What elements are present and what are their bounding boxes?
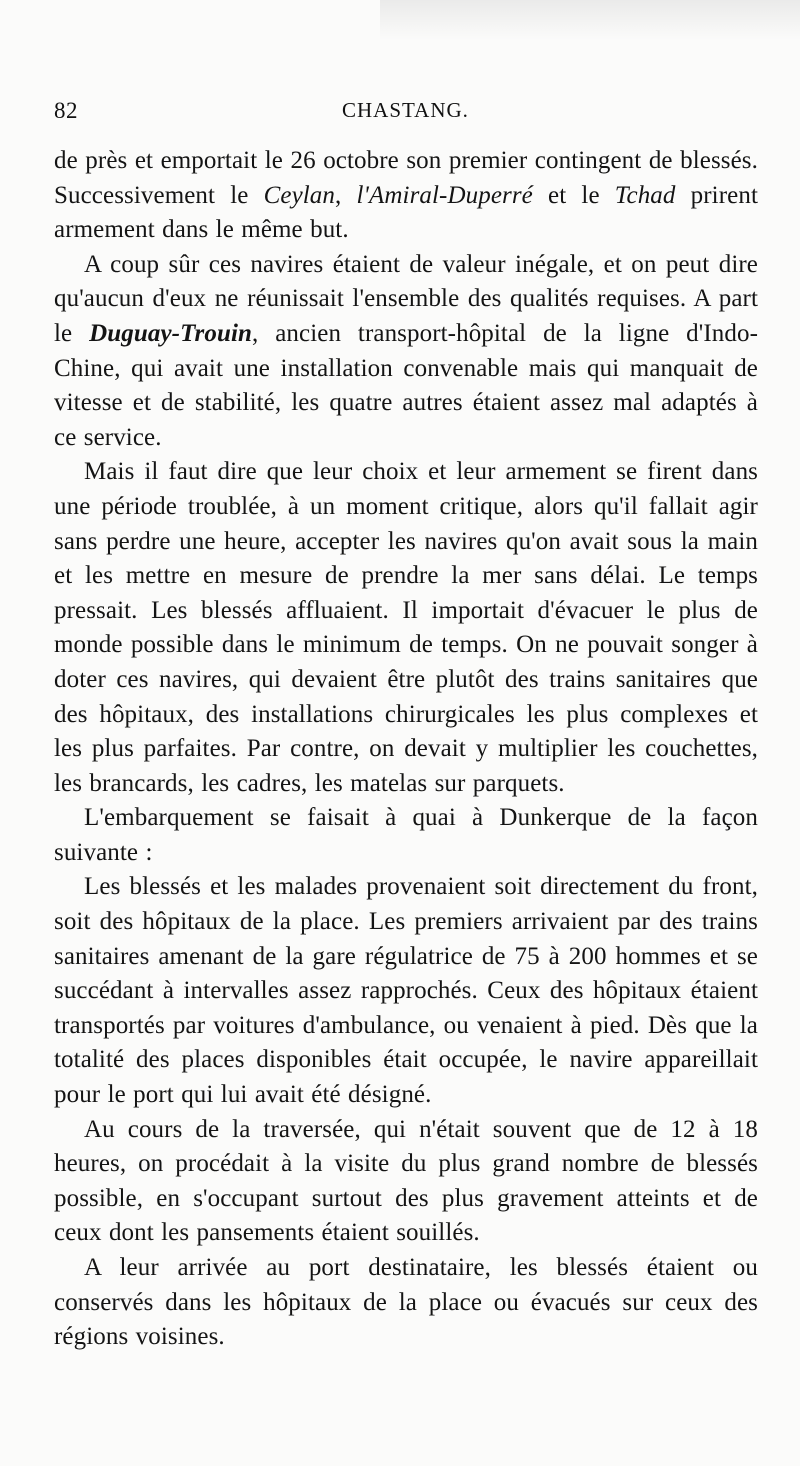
paragraph [54, 1113, 758, 1251]
paragraph-text: Au cours de la traversée, qui n'était souvent que de 12 à 18 heures, on procédait à la visite du plus grand nombre de blessés possible, en s'occupant surtout des plus gravement atteints et de ceux dont les pansements étaient souillés. [54, 1115, 758, 1247]
page-header [54, 98, 754, 128]
paragraph-text: L'embarquement se faisait à quai à Dunkerque de la façon suivante : [54, 804, 758, 866]
paragraph [54, 144, 758, 248]
paragraph-text: Mais il faut dire que leur choix et leur armement se firent dans une période troublée, à un moment critique, alors qu'il fallait agir sans perdre une heure, accepter les navires qu'on avait sous la main et les mettre en mesure de prendre la mer sans délai. Le temps pressait. Les blessés affluaient. Il importait d'évacuer le plus de monde possible dans le minimum de temps. On ne pouvait songer à doter ces navires, qui devaient être plutôt des trains sanitaires que des hôpitaux, des installations chirurgicales les plus complexes et les plus parfaites. Par contre, on devait y multiplier les couchettes, les brancards, les cadres, les matelas sur parquets. [54, 458, 758, 797]
running-head: CHASTANG. [342, 98, 469, 122]
paragraph-text: prirent armement dans le même but. [54, 181, 758, 244]
paragraph-text: , [335, 181, 357, 209]
ship-name: Tchad [614, 181, 676, 209]
paragraph [54, 1251, 758, 1355]
ship-name: Ceylan [263, 181, 336, 209]
body-text [54, 144, 758, 1355]
paragraph [54, 870, 758, 1112]
ship-name: l'Amiral-Duperré [356, 181, 533, 209]
paragraph-text: A coup sûr ces navires étaient de valeur inégale, et on peut dire qu'aucun d'eux ne réunissait l'ensemble des qualités requises. A part le [54, 250, 758, 347]
paragraph [54, 248, 758, 456]
paragraph-text: A leur arrivée au port destinataire, les blessés étaient ou conservés dans les hôpitaux de la place ou évacués sur ceux des régions voisines. [54, 1254, 758, 1351]
paragraph [54, 801, 758, 870]
paragraph-text: Les blessés et les malades provenaient soit directement du front, soit des hôpitaux de la place. Les premiers arrivaient par des trains sanitaires amenant de la gare régulatrice de 75 à 200 hommes et se succédant à intervalles assez rapprochés. Ceux des hôpitaux étaient transportés par voitures d'ambulance, ou venaient à pied. Dès que la totalité des places disponibles était occupée, le navire appareillait pour le port qui lui avait été désigné. [54, 873, 758, 1109]
paragraph-text: de près et emportait le 26 octobre son premier contingent de blessés. Successivement le [54, 147, 758, 209]
paragraph-text: et le [532, 181, 615, 209]
ship-name: Duguay-Trouin [89, 319, 253, 347]
scan-edge-shading [380, 0, 800, 40]
paragraph [54, 455, 758, 801]
paragraph-text: , ancien transport-hôpital de la ligne d'Indo-Chine, qui avait une installation convenable mais qui manquait de vitesse et de stabilité, les quatre autres étaient assez mal adaptés à ce service. [54, 319, 758, 451]
page-number: 82 [54, 98, 78, 123]
